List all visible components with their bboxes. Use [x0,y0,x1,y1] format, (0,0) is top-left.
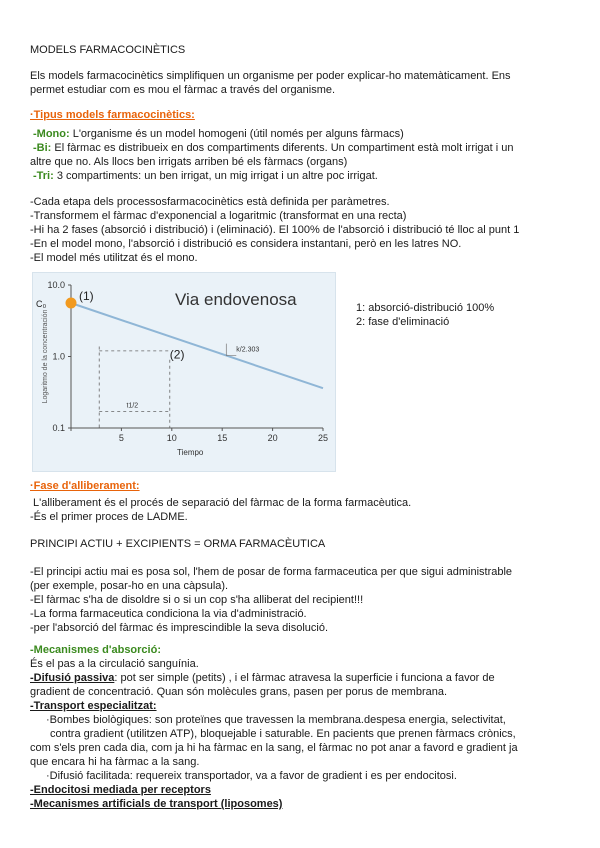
c0-label: C₀ [36,299,47,310]
x-tick-label: 25 [317,433,329,443]
series-line [71,303,323,388]
half-life-label: t1/2 [126,402,139,410]
endocitosi-line: -Endocitosi mediada per receptors [30,784,211,796]
y-tick-label: 1.0 [52,351,65,362]
intro-line-2: permet estudiar com es mou el fàrmac a través del organisme. [30,84,336,96]
mono-label: -Mono: [33,128,70,140]
point-5: -El model més utilitzat és el mono. [30,252,198,264]
tipus-heading: ·Tipus models farmacocinètics: [30,109,195,121]
fase-detail-5: -per l'absorció del fàrmac és imprescindible la seva disolució. [30,622,329,634]
point-3: -Hi ha 2 fases (absorció i distribució) i (eliminació). El 100% de l'absorció i distribució té lloc al punt 1 [30,224,520,236]
fase-line-1: L'alliberament és el procés de separació del fàrmac de la forma farmacèutica. [33,497,412,509]
elimination-chart [32,272,336,472]
slope-label: k/2.303 [236,346,260,354]
mono-line [33,128,404,142]
fase-detail-4: -La forma farmaceutica condiciona la via d'administració. [30,608,307,620]
fase-formula: PRINCIPI ACTIU + EXCIPIENTS = ORMA FARMACÈUTICA [30,538,326,550]
mecanismes-line-1: És el pas a la circulació sanguínia. [30,658,199,670]
fase-detail-3: -El fàrmac s'ha de disoldre si o si un cop s'ha alliberat del recipient!!! [30,594,364,606]
transport-label: -Transport especialitzat: [30,700,157,712]
fase-detail-2: (per exemple, posar-ho en una càpsula). [30,580,229,592]
bi-line [33,142,514,156]
point-2: -Transformem el fàrmac d'exponencial a logaritmic (transformat en una recta) [30,210,407,222]
mecanismes-heading: -Mecanismes d'absorció: [30,644,161,656]
bi-line-2: altre que no. Als llocs ben irrigats arriben bé els fàrmacs (organs) [30,156,348,168]
difusio-text: : pot ser simple (petits) , i el fàrmac atravesa la superficie i funciona a favor de [114,672,495,684]
legend-item-2: 2: fase d'eliminació [356,316,450,328]
x-axis-label: Tiempo [177,448,204,457]
x-tick-label: 15 [217,433,228,443]
legend-item-1: 1: absorció-distribució 100% [356,302,495,314]
fase-detail-1: -El principi actiu mai es posa sol, l'hem de posar de forma farmaceutica per que sigui administrable [30,566,513,578]
point-1: -Cada etapa dels processosfarmacocinètics està definida per paràmetres. [30,196,390,208]
mono-text: L'organisme és un model homogeni (útil només per alguns fàrmacs) [69,128,404,140]
bi-text: El fàrmac es distribueix en dos compartiments diferents. Un compartiment està molt irrigat i un [51,142,514,154]
y-tick-label: 0.1 [52,423,65,433]
bombes-line-2: contra gradient (utilitzen ATP), bloquejable i saturable. En pacients que prenen fàrmacs crònics, [50,728,516,740]
fase-heading: ·Fase d'alliberament: [30,480,140,492]
x-tick-label: 5 [118,433,124,443]
artificials-line: -Mecanismes artificials de transport (liposomes) [30,798,283,810]
point-4: -En el model mono, l'absorció i distribució es considera instantani, però en les latres NO. [30,238,462,250]
slope-marker [226,344,236,356]
fase-line-2: -És el primer proces de LADME. [30,511,188,523]
chart-svg [33,273,335,471]
point-1-label: (1) [79,289,94,304]
bi-label: -Bi: [33,142,52,154]
bombes-line-3: com s'els pren cada dia, com ja hi ha fàrmac en la sang, el fàrmac no pot anar a favord e gradient ja [30,742,518,754]
y-tick-label: 10.0 [47,280,65,290]
y-axis-label: Logaritmo de la concentración [42,309,49,404]
bombes-line-1: ·Bombes biològiques: son proteïnes que travessen la membrana.despesa energia, selectivitat, [46,714,506,726]
difusio-line [30,672,495,686]
data-point-1 [66,298,77,309]
point-2-label: (2) [169,347,185,362]
tri-line [33,170,378,184]
difusio-line-2: gradient de concentració. Quan són molècules grans, pasen per porus de membrana. [30,686,448,698]
difusio-facilitada: ·Difusió facilitada: requereix transportador, va a favor de gradient i es per endocitosi. [46,770,457,782]
x-tick-label: 10 [166,433,177,443]
chart-title: Via endovenosa [175,290,297,309]
x-tick-label: 20 [267,433,278,443]
document-title: MODELS FARMACOCINÈTICS [30,44,186,56]
difusio-label: -Difusió passiva [30,672,115,684]
tri-text: 3 compartiments: un ben irrigat, un mig irrigat i un altre poc irrigat. [53,170,378,182]
tri-label: -Tri: [33,170,54,182]
intro-line-1: Els models farmacocinètics simplifiquen un organisme per poder explicar-ho matemàticament. Ens [30,70,511,82]
bombes-line-4: que encara hi ha fàrmac a la sang. [30,756,200,768]
